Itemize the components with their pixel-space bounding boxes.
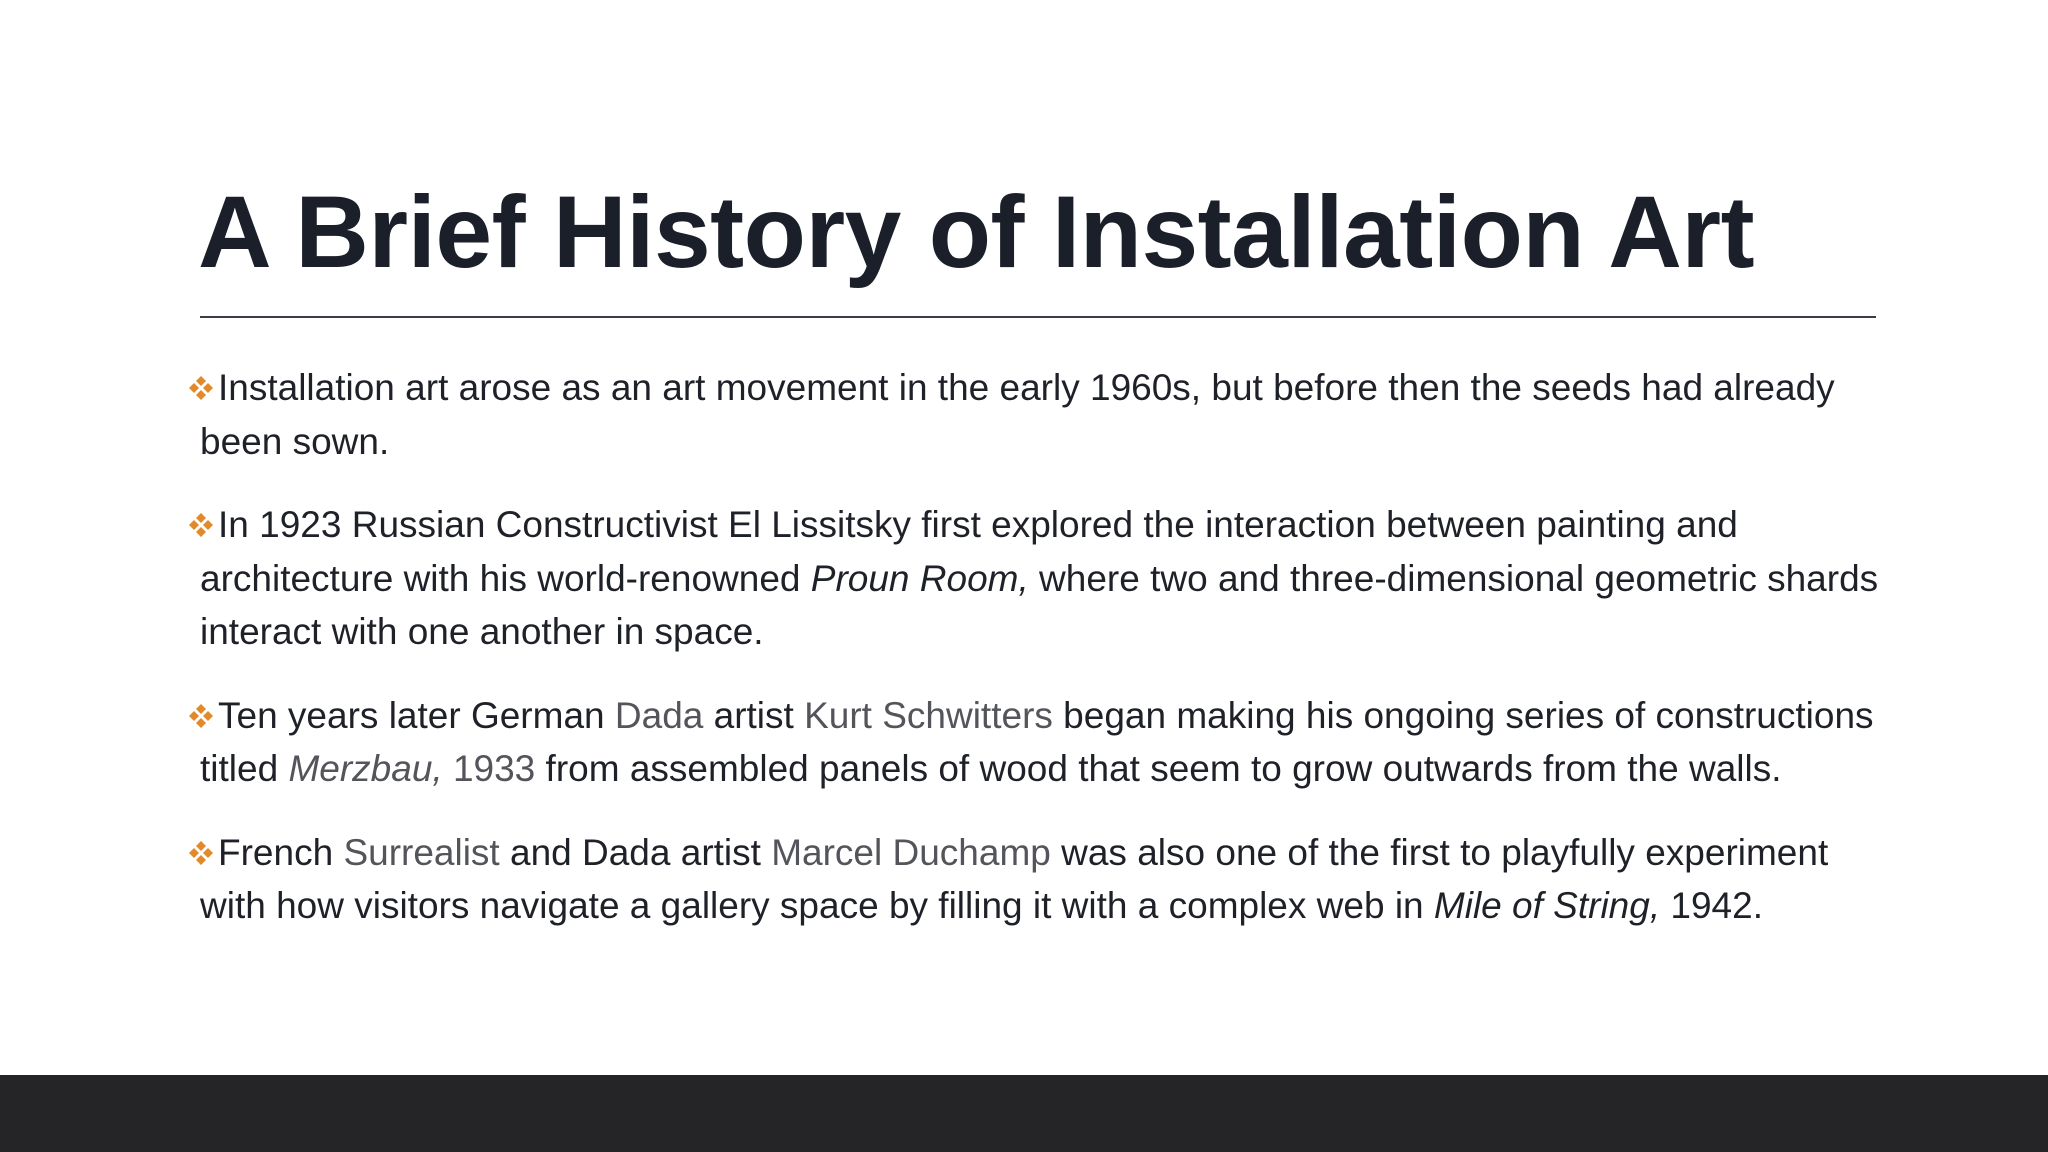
link-marcel-duchamp[interactable]: Marcel Duchamp bbox=[771, 831, 1051, 873]
bullet-text: began making his ongoing series of constructions titled bbox=[200, 694, 1874, 789]
link-merzbau-year[interactable]: 1933 bbox=[442, 748, 536, 789]
bullet-item bbox=[200, 689, 1880, 796]
bullet-item bbox=[200, 498, 1880, 659]
four-diamond-bullet-icon bbox=[187, 702, 215, 730]
bullet-text: from assembled panels of wood that seem to grow outwards from the walls. bbox=[535, 748, 1782, 789]
bullet-text: 1942. bbox=[1660, 885, 1763, 926]
four-diamond-bullet-icon bbox=[187, 374, 215, 402]
bullet-text: where two and three-dimensional geometric shards interact with one another in space. bbox=[200, 557, 1879, 652]
bullet-list bbox=[200, 361, 1880, 933]
bullet-text: was also one of the first to playfully experiment with how visitors navigate a gallery space by filling it with a complex web in bbox=[200, 831, 1829, 926]
bullet-item bbox=[200, 826, 1880, 933]
title-divider bbox=[200, 316, 1876, 318]
bullet-item bbox=[200, 361, 1880, 468]
bullet-text: Ten years later German bbox=[218, 694, 615, 736]
bullet-text: artist bbox=[703, 694, 805, 736]
slide-title: A Brief History of Installation Art bbox=[198, 175, 1755, 289]
four-diamond-bullet-icon bbox=[187, 839, 215, 867]
artwork-title-mile-of-string: Mile of String, bbox=[1433, 885, 1661, 926]
link-merzbau[interactable]: Merzbau, bbox=[288, 748, 443, 789]
bullet-text: French bbox=[218, 831, 344, 873]
link-kurt-schwitters[interactable]: Kurt Schwitters bbox=[804, 694, 1053, 736]
artwork-title-proun-room: Proun Room, bbox=[810, 557, 1029, 599]
footer-bar bbox=[0, 1075, 2048, 1152]
bullet-text: Installation art arose as an art movement in the early 1960s, but before then the seeds had already been sown. bbox=[200, 367, 1835, 462]
bullet-text: and Dada artist bbox=[499, 831, 772, 873]
bullet-text: In 1923 Russian Constructivist El Lissitsky first explored the interaction between painting and architecture with his world-renowned bbox=[200, 504, 1738, 599]
four-diamond-bullet-icon bbox=[187, 511, 215, 539]
link-surrealist[interactable]: Surrealist bbox=[343, 831, 500, 873]
link-dada[interactable]: Dada bbox=[614, 694, 704, 736]
